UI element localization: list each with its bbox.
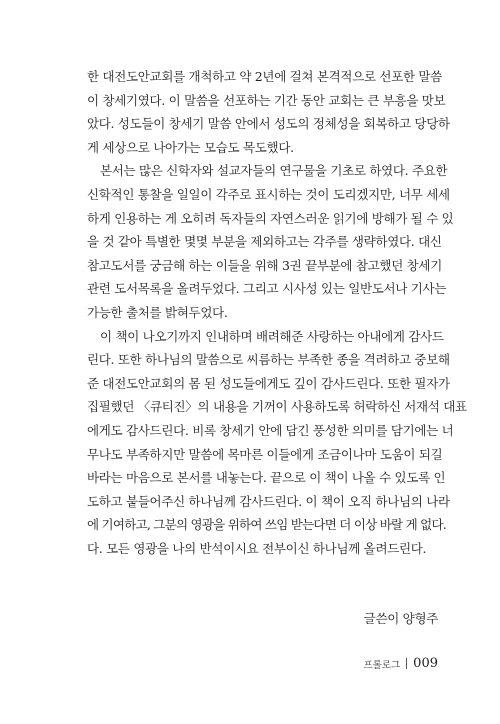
text-line: 바라는 마음으로 본서를 내놓는다. 끝으로 이 책이 나올 수 있도록 인 [87, 470, 446, 486]
text-line: 린다. 또한 하나님의 말씀으로 씨름하는 부족한 종을 격려하고 중보해 [87, 352, 450, 368]
text-line: 무나도 부족하지만 말씀에 목마른 이들에게 조금이나마 도움이 되길 [87, 446, 443, 462]
author-signature: 글쓴이 양형주 [363, 611, 438, 626]
text-line: 이 책이 나오기까지 인내하며 배려해준 사랑하는 아내에게 감사드 [100, 328, 444, 344]
text-line: 집필했던 〈큐티진〉의 내용을 기꺼이 사용하도록 허락하신 서재석 대표 [87, 399, 467, 415]
text-line: 이 창세기였다. 이 말씀을 선포하는 기간 동안 교회는 큰 부흥을 맛보 [87, 92, 446, 108]
body-text [87, 65, 467, 560]
text-line: 관련 도서목록을 올려두었다. 그리고 시사성 있는 일반도서나 기사는 [87, 281, 447, 297]
text-line: 도하고 붙들어주신 하나님께 감사드린다. 이 책이 오직 하나님의 나라 [87, 493, 450, 509]
page-number: 009 [413, 656, 438, 671]
text-line: 참고도서를 궁금해 하는 이들을 위해 3권 끝부분에 참고했던 창세기 [87, 257, 442, 273]
page-footer [363, 656, 438, 671]
text-line: 신학적인 통찰을 일일이 각주로 표시하는 것이 도리겠지만, 너무 세세 [87, 186, 450, 202]
text-line: 에 기여하고, 그분의 영광을 위하여 쓰임 받는다면 더 이상 바랄 게 없다. [87, 517, 447, 533]
text-line: 에게도 감사드린다. 비록 창세기 안에 담긴 풍성한 의미를 담기에는 너 [87, 422, 454, 438]
text-line: 았다. 성도들이 창세기 말씀 안에서 성도의 정체성을 회복하고 당당하 [87, 116, 450, 132]
running-head: 프롤로그 [363, 659, 401, 671]
text-line: 게 세상으로 나아가는 모습도 목도했다. [87, 139, 294, 155]
text-line: 하게 인용하는 게 오히려 독자들의 자연스러운 읽기에 방해가 될 수 있 [87, 210, 454, 226]
text-line: 을 것 같아 특별한 몇몇 부분을 제외하고는 각주를 생략하였다. 대신 [87, 234, 442, 250]
text-line: 한 대전도안교회를 개척하고 약 2년에 걸쳐 본격적으로 선포한 말씀 [87, 69, 442, 84]
text-line: 본서는 많은 신학자와 설교자들의 연구물을 기초로 하였다. 주요한 [100, 163, 448, 179]
text-line: 다. 모든 영광을 나의 반석이시요 전부이신 하나님께 올려드린다. [87, 540, 427, 556]
footer-divider [406, 658, 407, 669]
text-line: 가능한 출처를 밝혀두었다. [87, 304, 228, 320]
text-line: 준 대전도안교회의 몸 된 성도들에게도 깊이 감사드린다. 또한 필자가 [87, 375, 450, 391]
